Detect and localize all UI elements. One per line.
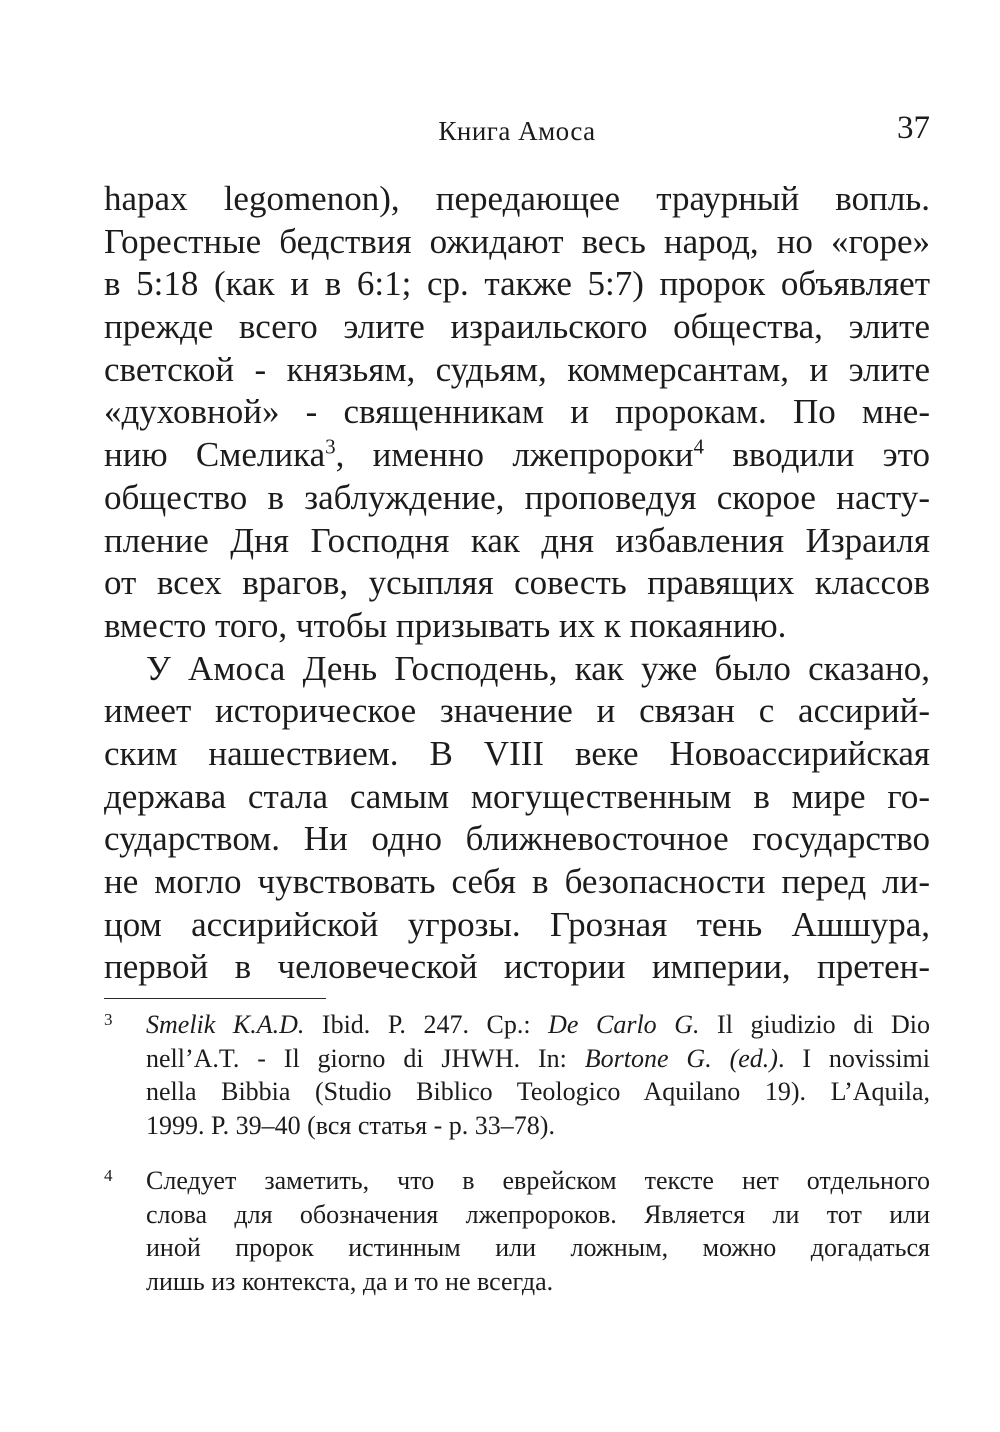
- footnote-line: [146, 1042, 930, 1076]
- text-line: в 5:18 (как и в 6:1; ср. также 5:7) пророк объявляет: [104, 264, 930, 304]
- text-line: hapax legomenon), передающее траурный вопль.: [104, 179, 930, 218]
- footnotes: [104, 1008, 930, 1298]
- main-text: [104, 178, 930, 989]
- paragraph: [104, 178, 930, 648]
- text-line: сударством. Ни одно ближневосточное государство: [104, 819, 930, 859]
- running-title: Книга Амоса: [438, 116, 596, 146]
- footnote-line: nella Bibbia (Studio Biblico Teologico Aquilano 19). L’Aquila,: [146, 1077, 930, 1106]
- footnote-ref-3[interactable]: 3: [325, 434, 336, 459]
- footnote-3: [104, 1008, 930, 1142]
- footnote-separator: [104, 998, 326, 999]
- page-number: 37: [897, 110, 930, 146]
- text-line: ским нашествием. В VIII веке Новоассирийская: [104, 733, 930, 773]
- text-segment: Ibid. P. 247. Ср.:: [304, 1010, 549, 1039]
- footnote-ref-4[interactable]: 4: [693, 434, 705, 459]
- author-name: De Carlo G.: [548, 1010, 700, 1039]
- text-line: держава стала самым могущественным в мире го-: [104, 776, 930, 816]
- text-line: [104, 434, 930, 477]
- text-line: пление Дня Господня как дня избавления Израиля: [104, 520, 930, 560]
- footnote-4: [104, 1164, 930, 1298]
- footnote-line: слова для обозначения лжепророков. Является ли тот или: [146, 1199, 930, 1229]
- footnote-line: 1999. P. 39–40 (вся статья - p. 33–78).: [146, 1110, 555, 1140]
- text-segment: нию Смелика: [104, 435, 326, 475]
- text-segment: , именно лжепророки: [335, 435, 694, 475]
- footnote-marker: 4: [104, 1166, 113, 1185]
- text-line: общество в заблуждение, проповедуя скорое насту-: [104, 477, 930, 517]
- paragraph: [104, 648, 930, 990]
- footnote-marker: 3: [104, 1010, 113, 1029]
- author-name: Smelik K.A.D.: [146, 1010, 305, 1039]
- text-line: первой в человеческой истории империи, претен-: [104, 947, 930, 987]
- text-line: имеет историческое значение и связан с ассирий-: [104, 691, 930, 731]
- footnote-line: иной пророк истинным или ложным, можно догадаться: [146, 1233, 930, 1262]
- text-segment: вводили это: [704, 435, 931, 475]
- footnote-line: [146, 1008, 930, 1042]
- text-line: У Амоса День Господень, как уже было сказано,: [146, 648, 930, 688]
- text-line: «духовной» - священникам и пророкам. По мне-: [104, 392, 930, 432]
- text-line: светской - князьям, судьям, коммерсантам, и элите: [104, 349, 930, 389]
- text-segment: nell’A.T. - Il giorno di JHWH. In:: [146, 1043, 585, 1073]
- text-segment: Il giudizio di Dio: [699, 1010, 930, 1039]
- running-header: [104, 110, 930, 150]
- author-name: Bortone G. (ed.): [584, 1043, 778, 1073]
- text-line: не могло чувствовать себя в безопасности перед ли-: [104, 862, 930, 901]
- footnote-line: лишь из контекста, да и то не всегда.: [146, 1266, 554, 1296]
- text-line: прежде всего элите израильского общества, элите: [104, 307, 930, 347]
- footnote-line: Следует заметить, что в еврейском тексте нет отдельного: [146, 1166, 930, 1195]
- text-line: вместо того, чтобы призывать их к покаянию.: [104, 605, 787, 645]
- text-line: Горестные бедствия ожидают весь народ, но «горе»: [104, 221, 930, 261]
- text-segment: . I novissimi: [777, 1043, 930, 1073]
- text-line: от всех врагов, усыпляя совесть правящих классов: [104, 563, 930, 603]
- text-line: цом ассирийской угрозы. Грозная тень Ашшура,: [104, 904, 930, 944]
